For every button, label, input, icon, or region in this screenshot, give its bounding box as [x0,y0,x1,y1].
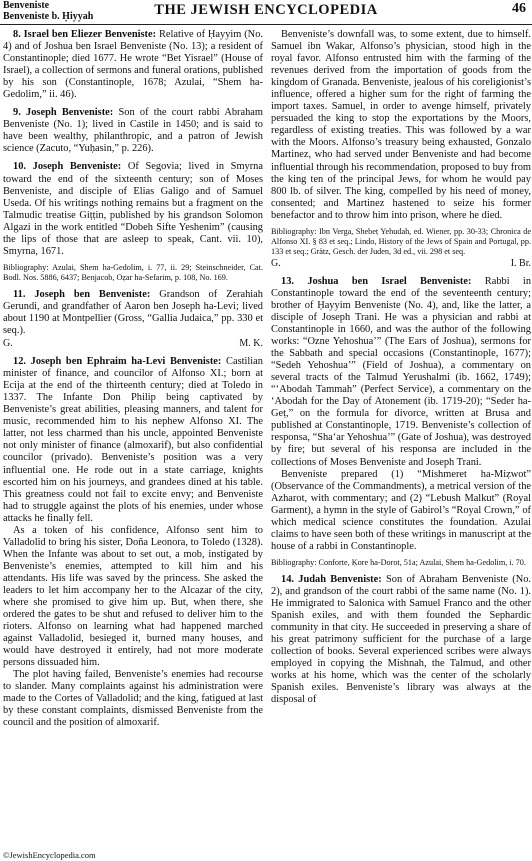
left-column [3,29,263,847]
entry-text: Relative of Ḥayyim (No. 4) and of Joshua ben Israel Benveniste (No. 13); a resident of Constantinople; died 1677. He wrote “Bet Yisrael” (House of Israel), a collection of sermons and funeral orations, published by his son (Constantinople, 1678; Azulai, “Shem ha-Gedolim,” ii. 46). [3,29,263,101]
bibliography: Bibliography: Azulai, Shem ha-Gedolim, i. 77, ii. 29; Steinschneider, Cat. Bodl. Nos. 5886, 6437; Benjacob, Oẓar ha-Sefarim, p. 108, No. 169. [3,262,263,282]
signature-right: M. K. [239,338,263,350]
entry-9 [3,107,263,155]
page-header [0,0,532,26]
entry-11 [3,289,263,337]
page-number: 46 [512,1,526,16]
entry-12 [3,356,263,525]
running-head-line-1: Benveniste [3,0,50,11]
signature-left: G. [3,338,13,350]
entry-text: Grandson of Zerahiah Gerundi, and grandfather of Aaron ben Joseph ha-Levi; lived about 1190 at Montpellier (Gross, “Gallia Judaica,” pp. 330 et seq.). [3,288,263,336]
copyright-notice: ©JewishEncyclopedia.com [3,850,96,860]
entry-text: Rabbi in Constantinople toward the end of the seventeenth century; brother of Ḥayyim Benveniste (No. 4), and, like the latter, a disciple of Joseph Trani. He was a physician and rabbi at Constantinople in 1660, and was the author of the following works: “Ozne Yehoshua’” (The Ears of Joshua), sermons for the Sabbath and special occasions (Constantinople, 1677); “Sedeh Yehoshua’” (Field of Joshua), a commentary on several tracts of the Talmud Yerushalmi (ib. 1662, 1749); “‘Abodah Tammah” (Perfect Service), a commentary on the ‘Abodah for the Day of Atonement (ib. 1719-20); “Seder ha-Geṭ,” on the formula for divorce, written at Brusa and published at Constantinople, 1719. Benveniste’s collection of responsa, “Sha‘ar Yehoshua’” (Gate of Joshua), was destroyed by fire; but several of his responsa are included in the collections of Moses Benveniste and Joseph Trani. [271,275,531,468]
entry-heading: 11. Joseph ben Benveniste: [13,288,151,300]
entry-heading: 8. Israel ben Eliezer Benveniste: [13,29,157,40]
entry-text: Son of the court rabbi Abraham Benveniste (No. 1); lived in Castile in 1450; and is said to have been wealthy, philanthropic, and a patron of Jewish science (Zacuto, “Yuḥasin,” p. 226). [3,107,263,155]
signature-left: G. [271,257,281,269]
entry-text: Son of Abraham Benveniste (No. 2), and grandson of the court rabbi of the same name (No. 1). He immigrated to Salonica with Samuel Franco and the other Spanish exiles, and with them founded the Sephardic community in that city. He succeeded in preserving a share of his great patrimony sufficient for the purchase of a large collection of books. Several experienced scribes were always employed in copying the Mishnah, the Talmud, and other works at his home, which was the center of the scholarly Spanish exiles. Benveniste’s library was always at the disposal of [271,573,531,706]
paragraph: As a token of his confidence, Alfonso sent him to Valladolid to bring his sister, Doña Leonora, to Toledo (1328). When the Infante was about to set out, a mob, instigated by Benveniste’s enemies, attempted to kill him and his attendants. His life was saved by the princess. She asked the leaders to let him accompany her to the Alcazar of the city, where she promised to give him up. But, when there, she ordered the gates to be shut and refused to deliver him to the rioters. Alfonso on learning what had happened marched against Valladolid, besieged it, burned many houses, and would have destroyed it entirely, had not more moderate persons dissuaded him. [3,524,263,669]
running-head-line-2: Benveniste b. Ḥiyyah [3,10,94,22]
author-signature [3,338,263,350]
paragraph: The plot having failed, Benveniste’s enemies had recourse to slander. Many complaints against his administration were made to the Cortes of Valladolid; and the king, fatigued at last by these constant complaints, dismissed Benveniste from the council and the position of almoxarif. [3,669,263,729]
bibliography: Bibliography: Conforte, Ḳore ha-Dorot, 51a; Azulai, Shem ha-Gedolim, i. 70. [271,557,526,567]
entry-14 [271,574,531,707]
entry-heading: 13. Joshua ben Israel Benveniste: [281,275,472,287]
entry-heading: 12. Joseph ben Ephraim ha-Levi Benveniste: [13,356,222,368]
entry-heading: 10. Joseph Benveniste: [13,161,122,173]
entry-text: Of Segovia; lived in Smyrna toward the end of the sixteenth century; son of Moses Benveniste, and disciple of Elias Galigo and of Samuel Useda. Of his writings nothing remains but a fragment on the Talmudic treatise Giṭṭin, published by his grandson Solomon Algazi in the work entitled “Dobeh Sifte Yeshenim” (causing the lips of those that are asleep to speak, Cant. vii. 10), Smyrna, 1671. [3,161,263,257]
right-column [271,29,531,847]
entry-13 [271,276,531,469]
bibliography: Bibliography: Ibn Verga, Shebeṭ Yehudah, ed. Wiener, pp. 30-33; Chronica de Alfonso XI. § 83 et seq.; Lindo, History of the Jews of Spain and Portugal, pp. 133 et seq.; Grätz, Gesch. der Juden, 3d ed., vii. 298 et seq. [271,226,531,256]
header-rule [0,24,532,25]
signature-right: I. Br. [510,257,531,269]
entry-text: Castilian minister of finance, and councilor of Alfonso XI.; born at Ecija at the end of the thirteenth century; died at Toledo in 1337. The Infante Don Philip being captivated by Benveniste’s great abilities, pleasing manners, and talent for music, recommended him to his nephew Alfonso XI. The latter, not less charmed than his uncle, appointed Benveniste not only minister of finance (almoxarif), but also confidential councilor (privado). Benveniste’s position was a very influential one. He rode out in a state carriage, knights escorted him on his journeys, and grandees dined at his table. This greatness could not fail to excite envy; and Benveniste had to struggle against the plots of his enemies, under whose attacks he finally fell. [3,356,263,524]
paragraph: Benveniste prepared (1) “Mishmeret ha-Miẓwot” (Observance of the Commandments), a metrical version of the Azharot, with commentary; and (2) “Lebush Malkut” (Royal Garment), a hymn in the style of Gabirol’s “Royal Crown,” of which medical science constitutes the foundation. Azulai claims to have seen both of these writings in manuscript at the house of a rabbi in Constantinople. [271,468,531,552]
publication-title: THE JEWISH ENCYCLOPEDIA [154,2,378,18]
entry-heading: 9. Joseph Benveniste: [13,107,114,119]
author-signature [271,258,531,270]
paragraph: Benveniste’s downfall was, to some extent, due to himself. Samuel ibn Wakar, Alfonso’s physician, stood high in the royal favor. Alfonso entrusted him with the farming of the revenues derived from the importation of goods from the kingdom of Granada. Benveniste, jealous of his coreligionist’s influence, offered a higher sum for the right of farming the import taxes. Samuel, in order to avenge himself, privately persuaded the king to stop the exportations by the Moors, regardless of existing treaties. This was followed by a war with the Moors. Alfonso’s treasury being exhausted, Gonzalo Martinez, who had served under Benveniste and had become influential through his recommendation, proposed to buy from the king ten of the principal Jews, for whom he would pay 800 lb. of silver. The king, compelled by his need of money, consented; and Martinez hastened to seize his former benefactor and to throw him into prison, where he died. [271,29,531,221]
entry-8 [3,29,263,101]
entry-10 [3,161,263,257]
entry-heading: 14. Judah Benveniste: [281,573,382,585]
